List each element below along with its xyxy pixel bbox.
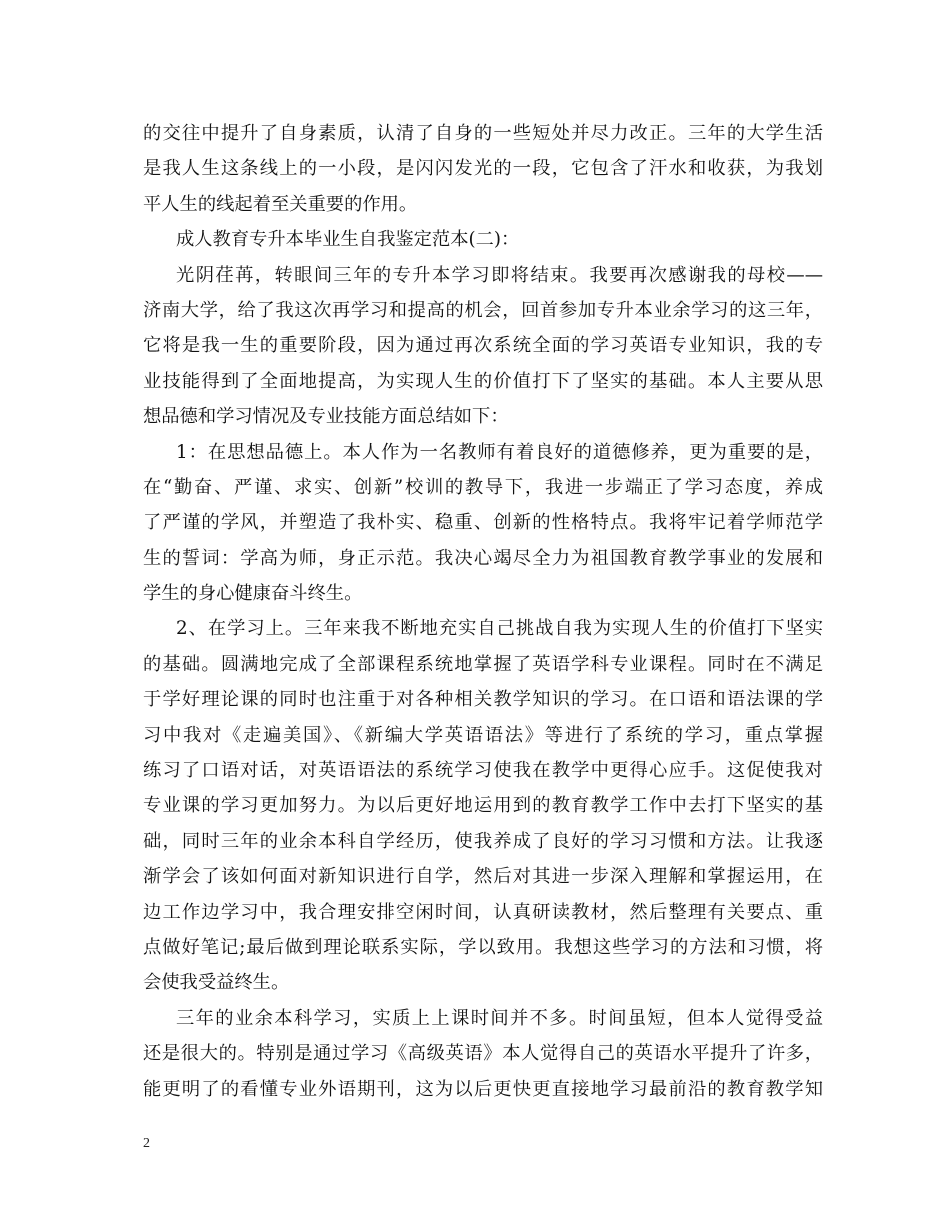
text-line: 成人教育专升本毕业生自我鉴定范本(二)： [176, 229, 520, 251]
text-line: 想品德和学习情况及专业技能方面总结如下： [143, 406, 509, 428]
text-line: 1：在思想品德上。本人作为一名教师有着良好的道德修养，更为重要的是， [176, 441, 823, 463]
text-line: 济南大学，给了我这次再学习和提高的机会，回首参加专升本业余学习的这三年， [143, 299, 823, 321]
text-line: 渐学会了该如何面对新知识进行自学，然后对其进一步深入理解和掌握运用，在 [143, 866, 823, 888]
text-line: 边工作边学习中，我合理安排空闲时间，认真研读教材，然后整理有关要点、重 [143, 901, 823, 923]
text-line: 了严谨的学风，并塑造了我朴实、稳重、创新的性格特点。我将牢记着学师范学 [143, 512, 823, 534]
text-line: 它将是我一生的重要阶段，因为通过再次系统全面的学习英语专业知识，我的专 [143, 335, 823, 357]
text-line: 练习了口语对话，对英语语法的系统学习使我在教学中更得心应手。这促使我对 [143, 760, 823, 782]
text-line: 于学好理论课的同时也注重于对各种相关教学知识的学习。在口语和语法课的学 [143, 689, 823, 711]
text-line: 的基础。圆满地完成了全部课程系统地掌握了英语学科专业课程。同时在不满足 [143, 653, 823, 675]
text-line: 业技能得到了全面地提高，为实现人生的价值打下了坚实的基础。本人主要从思 [143, 370, 823, 392]
text-line: 会使我受益终生。 [143, 972, 290, 994]
text-line: 三年的业余本科学习，实质上上课时间并不多。时间虽短，但本人觉得受益 [176, 1007, 823, 1029]
page-number: 2 [143, 1136, 150, 1151]
text-line: 2、在学习上。三年来我不断地充实自己挑战自我为实现人生的价值打下坚实 [176, 618, 823, 640]
text-line: 的交往中提升了自身素质，认清了自身的一些短处并尽力改正。三年的大学生活 [143, 123, 823, 144]
text-line: 生的誓词：学高为师，身正示范。我决心竭尽全力为祖国教育教学事业的发展和 [143, 547, 823, 569]
document-body [143, 116, 823, 1107]
text-line: 光阴荏苒，转眼间三年的专升本学习即将结束。我要再次感谢我的母校—— [176, 264, 823, 286]
text-line: 习中我对《走遍美国》、《新编大学英语语法》等进行了系统的学习，重点掌握 [143, 724, 823, 746]
text-line: 学生的身心健康奋斗终生。 [143, 583, 363, 605]
text-line: 是我人生这条线上的一小段，是闪闪发光的一段，它包含了汗水和收获，为我划 [143, 158, 823, 180]
text-line: 平人生的线起着至关重要的作用。 [143, 193, 418, 215]
text-line: 在“勤奋、严谨、求实、创新”校训的教导下，我进一步端正了学习态度，养成 [143, 476, 823, 498]
text-line: 专业课的学习更加努力。为以后更好地运用到的教育教学工作中去打下坚实的基 [143, 795, 823, 817]
text-line: 还是很大的。特别是通过学习《高级英语》本人觉得自己的英语水平提升了许多， [143, 1043, 823, 1065]
text-line: 点做好笔记;最后做到理论联系实际，学以致用。我想这些学习的方法和习惯，将 [143, 936, 823, 958]
text-line: 能更明了的看懂专业外语期刊，这为以后更快更直接地学习最前沿的教育教学知 [143, 1078, 823, 1100]
text-line: 础，同时三年的业余本科自学经历，使我养成了良好的学习习惯和方法。让我逐 [143, 830, 823, 852]
